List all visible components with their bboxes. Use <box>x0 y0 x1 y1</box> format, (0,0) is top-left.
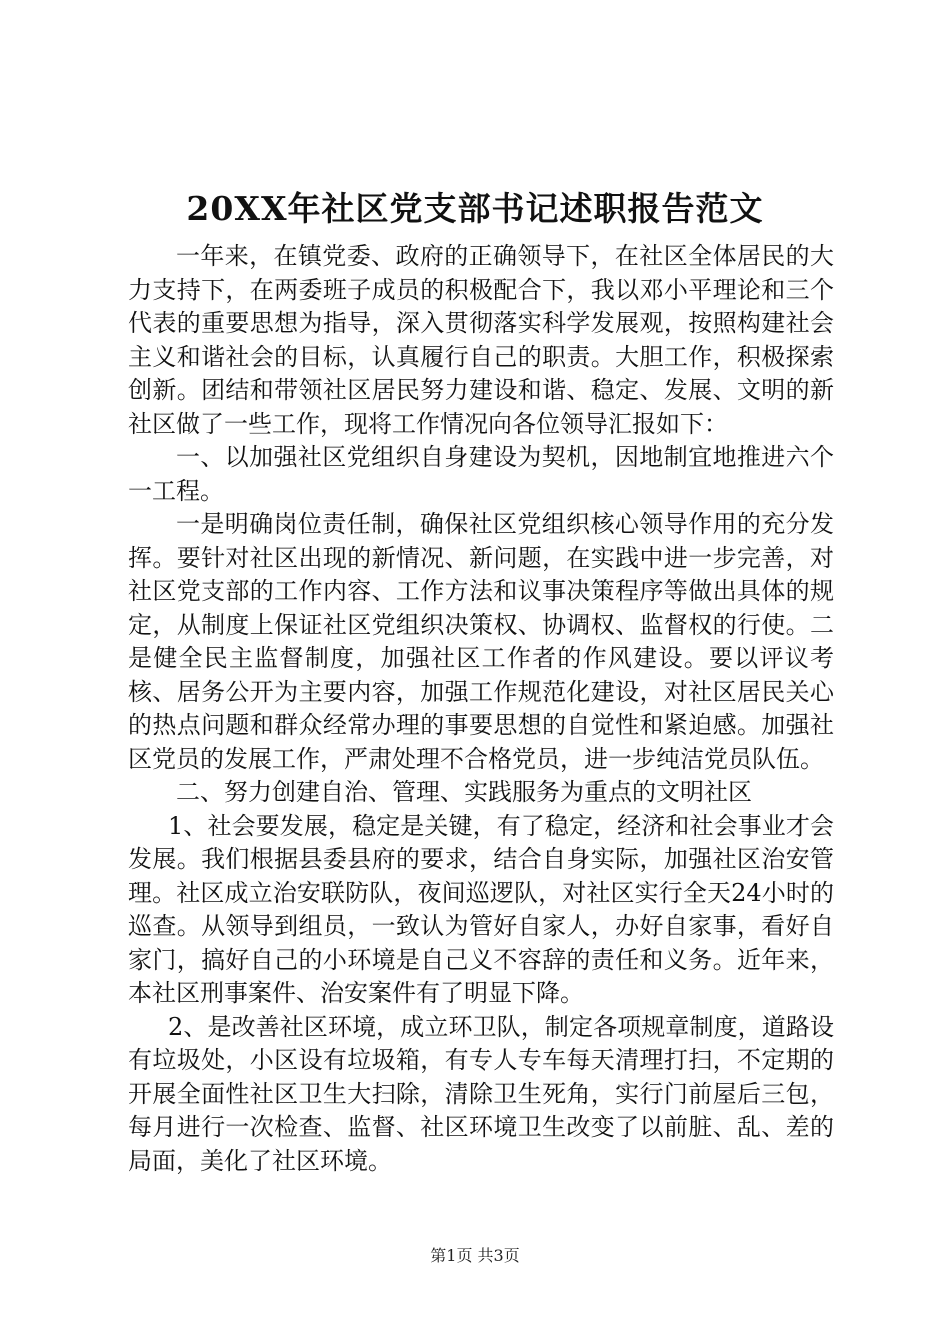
page-number-footer: 第1页 共3页 <box>430 1246 520 1265</box>
paragraph-item-one: 1、社会要发展，稳定是关键，有了稳定，经济和社会事业才会发展。我们根据县委县府的要求，结合自身实际，加强社区治安管理。社区成立治安联防队，夜间巡逻队，对社区实行全天24小时的巡查。从领导到组员，一致认为管好自家人，办好自家事，看好自家门，搞好自己的小环境是自己义不容辞的责任和义务。近年来，本社区刑事案件、治安案件有了明显下降。 <box>128 811 834 1007</box>
document-title: 20XX年社区党支部书记述职报告范文 <box>186 189 764 228</box>
paragraph-section-one-heading: 一、以加强社区党组织自身建设为契机，因地制宜地推进六个一工程。 <box>128 443 834 505</box>
document-body <box>128 240 834 1178</box>
paragraph-item-two: 2、是改善社区环境，成立环卫队，制定各项规章制度，道路设有垃圾处，小区设有垃圾箱，有专人专车每天清理打扫，不定期的开展全面性社区卫生大扫除，清除卫生死角，实行门前屋后三包，每月进行一次检查、监督、社区环境卫生改变了以前脏、乱、差的局面，美化了社区环境。 <box>128 1012 834 1175</box>
paragraph-section-one-body: 一是明确岗位责任制，确保社区党组织核心领导作用的充分发挥。要针对社区出现的新情况、新问题，在实践中进一步完善，对社区党支部的工作内容、工作方法和议事决策程序等做出具体的规定，从制度上保证社区党组织决策权、协调权、监督权的行使。二是健全民主监督制度，加强社区工作者的作风建设。要以评议考核、居务公开为主要内容，加强工作规范化建设，对社区居民关心的热点问题和群众经常办理的事要思想的自觉性和紧迫感。加强社区党员的发展工作，严肃处理不合格党员，进一步纯洁党员队伍。 <box>128 510 834 773</box>
paragraph-section-two-heading: 二、努力创建自治、管理、实践服务为重点的文明社区 <box>176 778 752 806</box>
paragraph-intro: 一年来，在镇党委、政府的正确领导下，在社区全体居民的大力支持下，在两委班子成员的积极配合下，我以邓小平理论和三个代表的重要思想为指导，深入贯彻落实科学发展观，按照构建社会主义和谐社会的目标，认真履行自己的职责。大胆工作，积极探索创新。团结和带领社区居民努力建设和谐、稳定、发展、文明的新社区做了一些工作，现将工作情况向各位领导汇报如下： <box>128 242 834 438</box>
